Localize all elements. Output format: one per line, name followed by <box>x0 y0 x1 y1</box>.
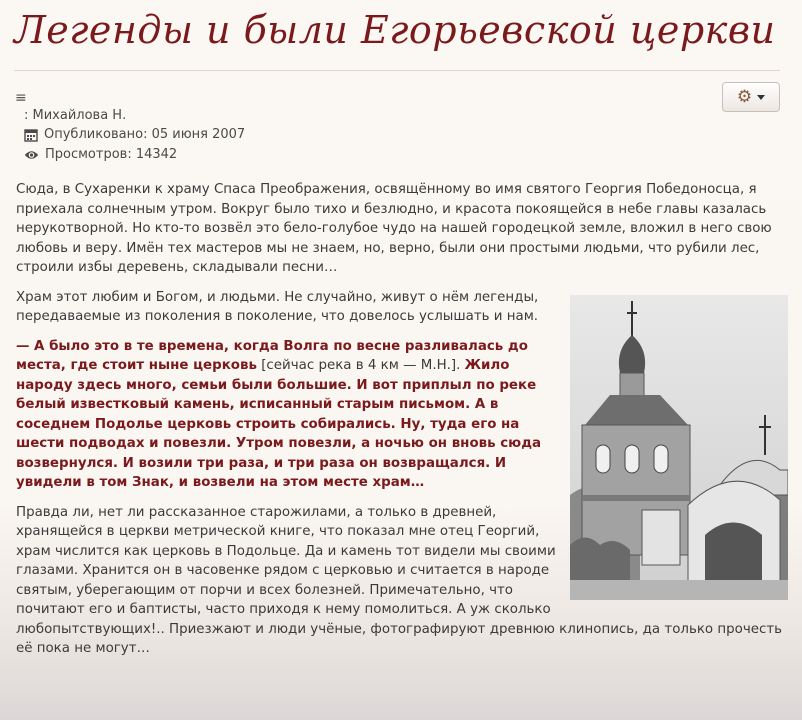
quote-part-2: Жило народу здесь много, семьи были большие. И вот приплыл по реке белый известковый камень, исписанный старым письмом. А в соседнем Подолье церковь строить собирались. Ну, туда его на шести подводах и повезли. Утром повезли, а ночью он вновь сюда возвернулся. И возили три раза, и три раза он возвращался. И увидели в том Знак, и возвели на этом месте храм… <box>16 358 542 490</box>
paragraph-truth: Правда ли, нет ли рассказанное старожилами, а только в древней, хранящейся в церкви метрической книге, что показал мне отец Георгий, храм числится как церковь в Подольце. Да и камень тот видели мы своими глазами. Хранится он в часовенке рядом с церковью и считается в народе святым, уберегающим от порчи и всех болезней. Примечательно, что почитают его и баптисты, часто приходя к нему помолиться. А уж сколько любопытствующих!.. Приезжают и люди учёные, фотографируют древнюю клинопись, да только прочесть её пока не могут… <box>16 504 783 656</box>
author-text: : Михайлова Н. <box>24 108 127 123</box>
paragraph-intro: Сюда, в Сухаренки к храму Спаса Преображения, освящённому во имя святого Георгия Победоносца, я приехала солнечным утром. Вокруг было тихо и безлюдно, и красота покоящейся в небе главы казалась нерукотворной. Но кто-то возвёл это бело-голубое чудо на нашей городецкой земле, вложил в него свою любовь и веру. Имён тех мастеров мы не знаем, но, верно, были они простыми людьми, что рубили лес, строили избы деревень, складывали песни… <box>16 182 772 275</box>
quote-part-1: — А было это в те времена, когда Волга по весне разливалась до места, где стоит ныне церковь <box>16 338 528 373</box>
caret-down-icon <box>757 95 765 100</box>
page-title: Легенды и были Егорьевской церкви <box>14 8 776 52</box>
published-date: Опубликовано: 05 июня 2007 <box>44 127 246 142</box>
quote-editor-note: [сейчас река в 4 км — М.Н.]. <box>256 358 465 373</box>
gear-icon: ⚙ <box>736 86 753 107</box>
church-photo <box>570 295 788 600</box>
views-line <box>24 147 177 162</box>
paragraph-legends: Храм этот любим и Богом, и людьми. Не случайно, живут о нём легенды, передаваемые из поколения в поколение, что довелось услышать и нам. <box>16 289 539 324</box>
article-body <box>16 180 788 669</box>
eye-icon <box>24 149 39 161</box>
article-tools-button[interactable] <box>722 82 780 112</box>
author-line <box>24 108 126 123</box>
published-line <box>24 127 245 142</box>
menu-icon[interactable]: ≡ <box>15 90 27 106</box>
calendar-icon <box>24 128 38 142</box>
views-count: Просмотров: 14342 <box>45 147 178 162</box>
title-divider <box>14 70 780 71</box>
